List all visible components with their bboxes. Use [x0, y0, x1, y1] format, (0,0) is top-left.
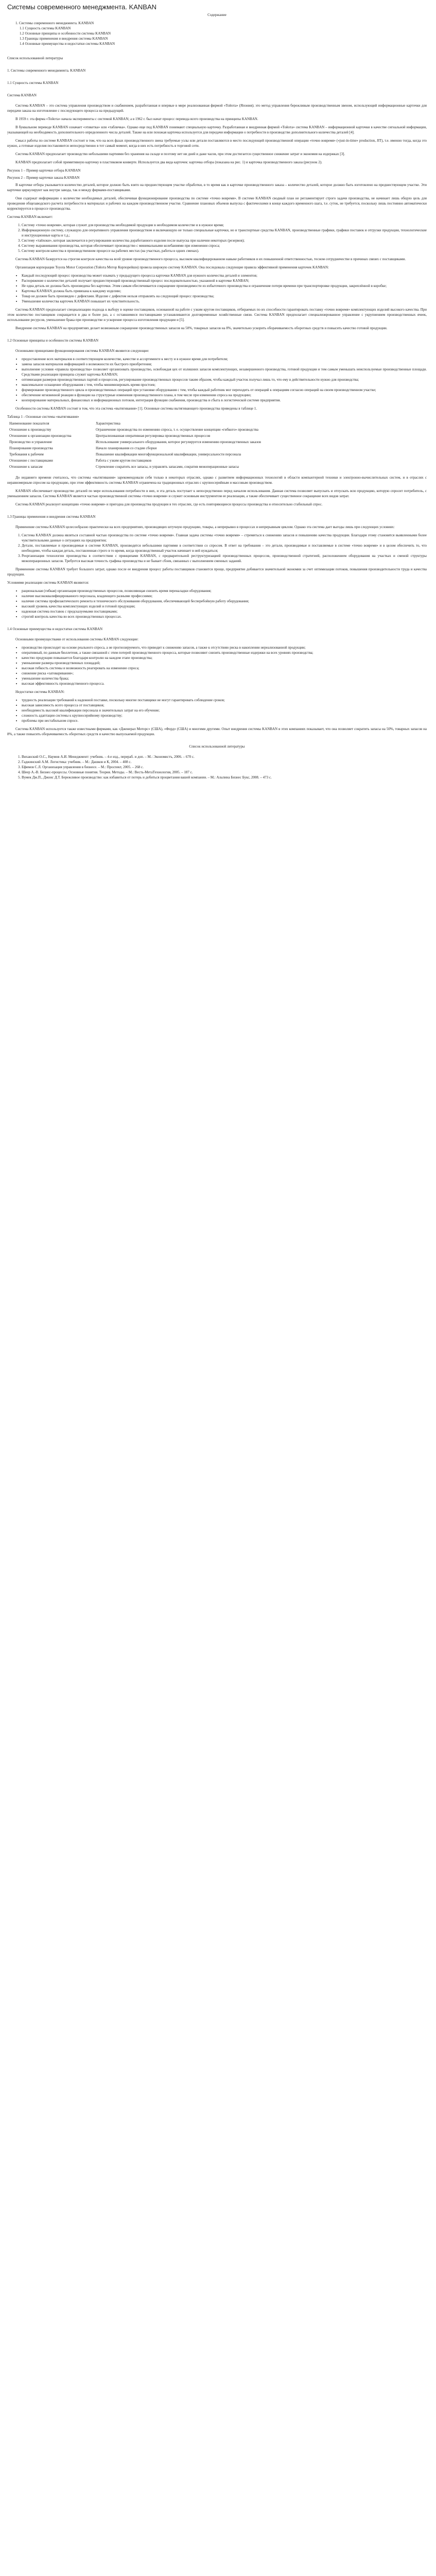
list-item: 1. Система KANBAN должна являться составной частью производства по системе «точно вовремя». Главная задача системы «точно вовремя» – стремиться к снижению запасов и повышению качества продукции. Благодаря этому становятся выявленными более чувствительными данные о ситуациях на предприятии; — [22, 533, 427, 543]
section-heading: 1.4 Основные преимущества и недостатки системы KANBAN — [7, 627, 103, 631]
table-header-cell: Наименование показателя — [9, 421, 49, 426]
table-row — [7, 439, 275, 445]
table-row — [7, 464, 275, 470]
paragraph: В карточке отбора указывается количество деталей, которое должно быть взято на предшествующем участке обработки, в то время как в карточке производственного заказа – количество деталей, которое должно быть изготовлено на предшествующем участке. Эти карточки циркулируют как внутри завода, так и между фирмами-поставщиками. — [7, 183, 427, 192]
paragraph: В 1959 г. эта фирма «Тойота» начала эксперименты с системой KANBAN; а в 1962 г. был начат процесс перевода всего производства на принципы KANBAN. — [15, 117, 258, 121]
table-cell: Повышение квалификации многофункциональной квалификации, универсальности персонала — [96, 452, 241, 456]
paragraph: В буквальном переводе KANBAN означает «этикетка» или «табличка». Однако еще под KANBAN понимают специальную карточку. Разработанная и внедренная фирмой «Тойота» система KANBAN – информационной карточки в качестве сигнальной информации, указывающей на необходимость дополнительного определенного числа деталей. Также на или похожая карточка используется для передачи информации о потребности в производстве дополнительного количества деталей [4]. — [7, 125, 427, 134]
list-item: 3. Систему «тайхоки», которая заключается в регулировании количества доработанного изделия после выпуска при наличии некоторых (резервов); — [22, 238, 427, 243]
page-title: Системы современного менеджмента. KANBAN — [7, 3, 157, 11]
toc-item[interactable]: 1.4 Основные преимущества и недостатки системы KANBAN — [20, 42, 115, 46]
toc-item[interactable]: Список использованной литературы — [7, 56, 63, 60]
paragraph: Система KANBAN базируется на строгом контроле качества на всей уровне производственного процесса, высоком квалифицированном навыке работников и их повышенной ответственностью, тесном сотрудничестве в причинах связих с поставщиками. — [15, 257, 406, 261]
paragraph: Система KANBAN предполагает производство небольшими партиями без хранения на складе и поэтому нет ни дней и даже часов, при этом достигается существенное снижение затрат и экономия на издержках [3]. — [15, 152, 345, 156]
list-item: 2. Информационную систему, служащую для оперативного управления производством и включающую не только специальные карточки, но и транспортные средства KANBAN, производственные графики, графики поставок и отгрузки продукции, технологические и инструкционные карты и т.д.; — [22, 228, 427, 238]
list-item: 1. Систему «точно вовремя», которая служит для производства необходимой продукции в необходимом количестве и в нужное время; — [22, 223, 427, 228]
list-item: • производство происходит на основе реального спроса, а не прогнозируемого, что приводит к снижению запасов, а также к отсутствию риска в накоплении нереализованной продукции; — [22, 645, 427, 650]
table-row — [7, 451, 275, 457]
list-item: • необходимость высокой квалификации персонала и значительных затрат на его обучение; — [22, 708, 427, 713]
table-row — [7, 427, 275, 433]
section-heading: 1.2 Основные принципы и особенности системы KANBAN — [7, 338, 99, 343]
table-row — [7, 457, 275, 464]
reference-item: 5. Вумек Дж.П., Джонс Д.Т. Бережливое производство: как избавиться от потерь и добиться процветания вашей компании. – М.: Альпина Бизнес Букс, 2008. – 473 с. — [22, 775, 427, 780]
paragraph: KANBAN обеспечивает производство деталей по мере использования потребности в них, и эта деталь поступает к непосредственно перед началом использования. Данная система позволяет выпускать и отпускать всю продукцию, которую спросит потребитель, с уменьшением запасов. Система KANBAN является частью производственной системы «точно вовремя» и служит основным инструментом ее реализации, а также обеспечивает существенное сокращение всех видов затрат. — [7, 489, 427, 498]
table-cell: Централизованная оперативная регулировка производственных процессов — [96, 434, 211, 438]
table-cell: Планирование производства — [9, 446, 53, 450]
list-item: • уменьшение размера производственных площадей; — [22, 660, 427, 666]
paragraph: Организация корпорации Toyota Motor Corporation (Тойота Мотор Корпорейшн) провела широкую систему KANBAN. Она последовала следующие правила эффективной применения карточек KANBAN: — [15, 265, 329, 269]
reference-item: 3. Ефимов С.Л. Организация управления в бизнесе. – М.: Проспект, 2005. – 268 с. — [22, 765, 427, 770]
table-cell: Отношение к запасам — [9, 465, 43, 469]
toc-item[interactable]: 1.1 Сущность системы KANBAN — [20, 26, 71, 30]
list-item: • наличие системы профилактического ремонта и технического обслуживания оборудования, обеспечивающей бесперебойную работу оборудования; — [22, 599, 427, 604]
list-item: 3. Реорганизация технологии производства в соответствии с принципами KANBAN, с предварительной реструктуризацией производственных процессов, производственной стратегией, расположением оборудования на участках и сменой структуры межоперационных запасов. Требуется высокая точность графика производства и не бывает сбоев, связанных с выполнением сменных заданий. — [22, 553, 427, 564]
paragraph: Они содержат информацию о количестве необходимых деталей, обеспечивая функционирование производства по системе «точно вовремя». В системе KANBAN сводный план не регламентирует строго задачи производства, не начинает лишь общую цель для проведения общезаводского расчета потребности в материалах и рабочих на каждом производственном участке. Сравнение плановых объемов выпуска с фактическими в конце каждого временного шага, т.е. суток, не требуется, поскольку лишь постоянно автоматически корректируется в процессе производства. — [7, 196, 427, 211]
paragraph: Основными преимуществами от использования системы KANBAN следующие: — [15, 637, 138, 641]
table-cell: Отношение к организации производства — [9, 434, 72, 438]
chapter-heading: 1. Системы современного менеджмента. KANBAN — [7, 69, 86, 73]
paragraph: Внедрение системы KANBAN на предприятиях делает возможным сокращение производственных запасов на 50%, товарных запасов на 8%, значительно ускорить оборачиваемость оборотных средств и повысить качество готовой продукции. — [15, 326, 388, 330]
paragraph: KANBAN предполагает собой примитивную карточку в пластиковом конверте. Используется два вида карточек: карточка отбора (показана на рис. 1) и карточка производственного заказа (рисунок 2). — [15, 160, 322, 164]
toc-item[interactable]: 1. Системы современного менеджмента. KANBAN — [15, 21, 94, 25]
table-row — [7, 445, 275, 451]
reference-item: 1. Виханский О.С., Наумов А.И. Менеджмент: учебник. – 4-е изд., перераб. и доп. – М.: Экономистъ, 2006. – 670 с. — [22, 754, 427, 759]
list-item: • замена запасов материалов информацией о возможности их быстрого приобретения; — [22, 362, 427, 367]
list-item: • Товар не должен быть произведен с дефектами. Изделие с дефектом нельзя отправлять на следующий процесс производства; — [22, 294, 427, 299]
advantages-list — [7, 645, 427, 686]
list-item: • оптимизация размеров производственных партий и процессов, регулирование производственных процессов таким образом, чтобы каждый участок получал лишь то, что ему в действительности нужно для производства; — [22, 377, 427, 382]
references-list — [7, 754, 427, 780]
conditions-list — [7, 533, 427, 564]
toc-item[interactable]: 1.2 Основные принципы и особенности системы KANBAN — [20, 31, 111, 36]
list-item: • проблемы при нестабильном спросе. — [22, 718, 427, 723]
document-page — [0, 0, 436, 786]
table-cell: Отношение к производству — [9, 428, 51, 432]
subsection-heading: Система KANBAN — [7, 93, 37, 97]
section-heading: 1.3 Границы применения и внедрения системы KANBAN — [7, 515, 96, 519]
paragraph: Смысл работы по системе KANBAN состоит в том, что на всех фазах производственного звена требуемые узлы или детали поставляются в место последующей производственной операции «точно вовремя» («just-in-time» production, JIT), т.е. именно тогда, когда это нужно, а готовые изделия поставляются непосредственно в тот самый момент, когда в них есть потребность в торговой сети. — [7, 139, 427, 148]
list-item: • строгий контроль качества во всех производственных процессах. — [22, 614, 427, 619]
list-item: • высокая гибкость системы и возможность реагировать на изменение спроса; — [22, 666, 427, 671]
list-intro: Условиями реализации системы KANBAN являются: — [7, 581, 89, 585]
paragraph: Недостатки системы KANBAN: — [15, 690, 65, 694]
list-item: • наличие высококвалифицированного персонала, владеющего разными профессиями; — [22, 594, 427, 599]
list-item: • рациональная (гибкая) организация производственных процессов, позволяющая снизить время переналадки оборудования; — [22, 588, 427, 594]
list-item: • оперативный, по данным бюллетеня, а также связанной с этим потерей производственного процесса, которые позволяют снизить производственные издержки на всех уровнях производства; — [22, 650, 427, 655]
table-cell: Работа с узким кругом поставщиков — [96, 459, 152, 463]
list-item: • уменьшение количества брака; — [22, 676, 427, 681]
figure-caption: Рисунок 2 – Пример карточки заказа KANBAN — [7, 176, 80, 180]
list-item: • Карточка KANBAN должна быть привязана к каждому изделию; — [22, 289, 427, 294]
table-cell: Стремление сократить все запасы, и управлять запасами, сократив межоперационные запасы — [96, 465, 239, 469]
paragraph: Система KANBAN – это система управления производством и снабжением, разработанная и впервые в мире реализованная фирмой «Тойота» (Япония); это метод управления бережливым производственным звеном, использующий информационные карточки для передачи заказа на изготовление с последующего процесса на предыдущий. — [7, 104, 427, 113]
prereq-list — [7, 588, 427, 619]
references-heading: Список использованной литературы — [189, 744, 245, 749]
list-item: • Каждый последующий процесс производства может изымать у предыдущего процесса карточки KANBAN для нужного количества деталей и элементов; — [22, 273, 427, 278]
table-cell: Требования к рабочим — [9, 452, 44, 456]
paragraph: До недавнего времени считалось, что системы «вытягивания» зарекомендовали себя только в некоторых отраслях, однако с развитием информационных технологий в области компьютерной техники и электронно-вычислительных систем, и в отраслях с неравномерным спросом на продукцию, при этом эффективность системы KANBAN ограничена на традиционных отраслях с крупносерийным и массовым производством. — [7, 476, 427, 485]
paragraph: Основными принципами функционирования системы KANBAN являются следующие: — [15, 349, 149, 353]
list-item: • качество продукции повышается благодаря контролю на каждом этапе производства; — [22, 655, 427, 660]
list-item: • Распоряжение о количестве деталей получает предшествующий производственный процесс последовательностью, указанной в карточке KANBAN; — [22, 278, 427, 283]
paragraph: Применение системы KANBAN целесообразно практически на всех предприятиях, производящих штучную продукцию, товары, а непрерывно в процессах и непрерывным циклом. Однако эта система дает выгоды лишь при следующих условиях: — [15, 525, 395, 529]
list-item: • сложность адаптации системы к крупносерийному производству; — [22, 713, 427, 718]
includes-list — [7, 223, 427, 253]
list-item: 4. Систему выравнивания производства, которая обеспечивает производство с минимальными колебаниями при изменении спроса; — [22, 243, 427, 248]
list-item: • трудность реализации требований к надежной поставке, поскольку многие поставщики не могут гарантировать соблюдение сроков; — [22, 698, 427, 703]
list-item: • выполнение условия «правила производства» позволяет организовать производство, освобождая цех от излишних запасов комплектующих, незавершенного производства, готовой продукции и тем самым уменьшать неиспользуемые производственные площади. Средствами реализации принципа служит карточка KANBAN; — [22, 367, 427, 377]
systems-table — [7, 420, 275, 470]
list-item: • Не одна деталь не должна быть произведена без карточки. Этим самым обеспечивается сокращение производимости из избыточного производства и ограничение потери времени при транспортировке продукции, закреплённой в коробке; — [22, 283, 427, 289]
list-item: • формирование производственного цикла и производственных операций при установке оборудования с тем, чтобы каждый работник мог переходить от операций к операциям согласно операций на своем производственном участке; — [22, 387, 427, 393]
list-item: 5. Систему контроля качества в производственном процессе на рабочих местах (на участках, работы в одних сменах). — [22, 248, 427, 253]
list-item: • надежная система поставок с предсказуемыми поставщиками; — [22, 609, 427, 614]
table-cell: Производство и управление — [9, 440, 53, 444]
paragraph: Система KANBAN реализует концепцию «точно вовремя» и пригодна для производства продукции в тех отраслях, где есть повторяющиеся процессы производства и относительно стабильный спрос. — [15, 502, 323, 506]
reference-item: 2. Гаджинский А.М. Логистика: учебник. – М.: Дашков и К, 2004. – 408 с. — [22, 759, 427, 765]
list-item: • высокая эффективность производственного процесса. — [22, 681, 427, 686]
table-of-contents — [7, 21, 427, 61]
list-item: • снижение риска «затоваривания»; — [22, 671, 427, 676]
paragraph: Особенности системы KANBAN состоят в том, что эта система «вытягивания» [1]. Основные системы вытягивающего производства приведены в таблице 1. — [15, 406, 257, 411]
table-cell: Отношение с поставщиками — [9, 459, 53, 463]
contents-heading: Содержание — [207, 13, 226, 17]
list-item: • предоставление всех материалов в соответствующем количестве, качестве и ассортименте к месту и в нужное время для потребителя; — [22, 357, 427, 362]
reference-item: 4. Шеер А.-В. Бизнес-процессы. Основные понятия. Теория. Методы. – М.: Весть-МетаТехнология, 2005. – 187 с. — [22, 770, 427, 775]
table-row — [7, 433, 275, 439]
table-caption: Таблица 1 - Основные системы «вытягивания» — [7, 415, 79, 419]
list-item: • высокий уровень качества комплектующих изделий и готовой продукции; — [22, 604, 427, 609]
rules-list — [7, 273, 427, 304]
paragraph: Применение системы KANBAN требует большого затрат, однако после ее внедрения процесс работы поставщиков становится проще, предприятие добивается значительной экономии за счет оптимизации потоков, повышения производительности труда и качества продукции. — [7, 567, 427, 577]
figure-caption: Рисунок 1 – Пример карточки отбора KANBAN — [7, 168, 81, 173]
table-header-row — [7, 420, 275, 427]
toc-item[interactable]: 1.3 Границы применения и внедрения системы KANBAN — [20, 37, 108, 41]
list-item: 2. Детали, поставляемые и производимые в системе KANBAN, производятся небольшими партиями в соответствии со спросом. В ответ на требования – это детали, производимые и поставляемые в системе «точно вовремя» и в целом обеспечить то, что необходимо, чтобы каждая деталь, поставленная строго в то время, когда производственный участок начинает в ней нуждаться; — [22, 543, 427, 553]
list-item: • максимальное оснащение оборудования с тем, чтобы минимизировать время простоев; — [22, 382, 427, 387]
table-cell: Ограничение производства по изменению спроса, т. е. осуществление концепции «гибкого» производства — [96, 428, 258, 432]
table-cell: Начало планирования со стадии сборки — [96, 446, 157, 450]
paragraph: Система KANBAN используется также известными фирмами, как «Дженерал Моторс» (США), «Форд» (США) и многими другими. Опыт внедрения системы KANBAN в этих компаниях показывает, что она позволяет сократить запасы на 50%, товарных запасов на 8%, а также повысить оборачиваемость оборотных средств и качество выпускаемой продукции. — [7, 727, 427, 736]
principles-list — [7, 357, 427, 403]
disadvantages-list — [7, 698, 427, 723]
list-item: • высокая зависимость всего процесса от поставщиков; — [22, 703, 427, 708]
list-item: • обеспечение мгновенной реакции в функции на структурные изменения производственного плана, в том числе при изменении спроса на продукцию; — [22, 393, 427, 398]
table-cell: Использование универсального оборудования, которое регулируется изменению производственных заказов — [96, 440, 261, 444]
paragraph: Система KANBAN предполагает специализацию подхода к выбору в оценке поставщиков, основанной на работе с узким кругом поставщиков, отбираемых по их способности гарантировать поставку «точно вовремя» комплектующих изделий высокого качества. При этом количество поставщиков сокращается в два и более раз, а с оставшимися поставщиками устанавливаются долговременные хозяйственные связи. Система KANBAN предполагает специализированное управление с укрупнением производственных ячеек, использование ресурсов, уменьшение брака при производстве и ускорение процесса изготовления продукции и [5]. — [7, 308, 427, 322]
list-item: • кооперирование материальных, финансовых и информационных потоков, интеграция функции снабжения, производства и сбыта в логистической системе предприятия. — [22, 398, 427, 403]
section-heading: 1.1 Сущность системы KANBAN — [7, 81, 59, 85]
table-header-cell: Характеристика — [96, 421, 120, 426]
list-intro: Система KANBAN включает: — [7, 215, 53, 219]
list-item: • Уменьшение количества карточек KANBAN повышает их чувствительность. — [22, 299, 427, 304]
